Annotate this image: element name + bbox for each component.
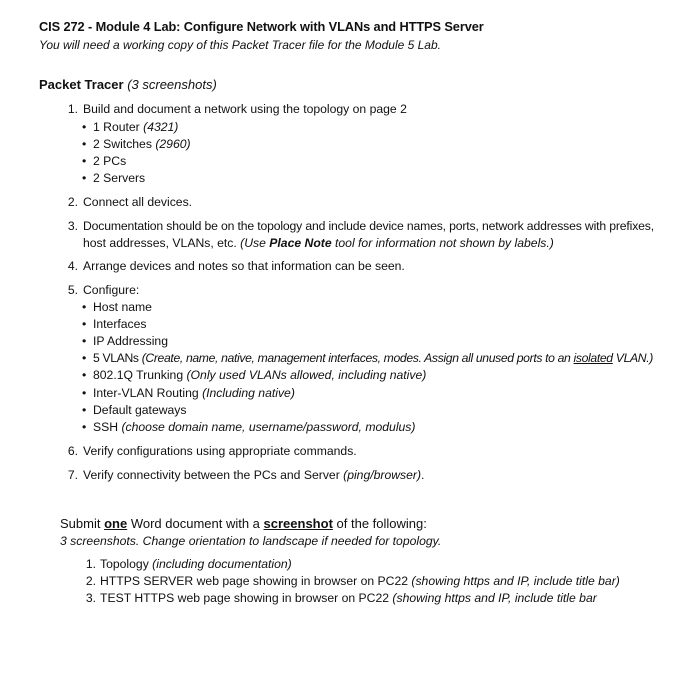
bullet-icon: • <box>82 386 87 400</box>
bullet-icon: • <box>82 420 87 434</box>
document-title: CIS 272 - Module 4 Lab: Configure Network with VLANs and HTTPS Server <box>39 19 484 34</box>
step-text: Verify connectivity between the PCs and Server <box>83 468 344 482</box>
submit-instructions: Submit one Word document with a screenshot of the following: <box>60 516 427 531</box>
bullet-icon: • <box>82 171 87 185</box>
step-text: Connect all devices. <box>83 195 193 209</box>
step-number: 3. <box>67 219 78 233</box>
section-heading <box>39 77 217 92</box>
step-3-continued: host addresses, VLANs, etc. (Use Place Note tool for information not shown by labels.) <box>83 236 554 250</box>
screenshot-emphasis: screenshot <box>263 516 333 531</box>
bullet-icon: • <box>82 334 87 348</box>
step-text: Configure: <box>83 283 140 297</box>
section-heading-label: Packet Tracer <box>39 77 124 92</box>
bullet-icon: • <box>82 137 87 151</box>
bullet-icon: • <box>82 120 87 134</box>
bullet-icon: • <box>82 154 87 168</box>
step-number: 6. <box>67 444 78 458</box>
step-text: Verify configurations using appropriate commands. <box>83 444 357 458</box>
bullet-icon: • <box>82 317 87 331</box>
step-text: Documentation should be on the topology and include device names, ports, network addresses with prefixes, <box>83 219 654 233</box>
bullet-icon: • <box>82 403 87 417</box>
step-number: 5. <box>67 283 78 297</box>
step-text: Arrange devices and notes so that information can be seen. <box>83 259 405 273</box>
bullet-icon: • <box>82 351 87 365</box>
one-emphasis: one <box>104 516 128 531</box>
document-subtitle: You will need a working copy of this Packet Tracer file for the Module 5 Lab. <box>39 38 441 52</box>
step-number: 4. <box>67 259 78 273</box>
isolated-emphasis: isolated <box>573 351 613 365</box>
bullet-icon: • <box>82 300 87 314</box>
place-note-emphasis: Place Note <box>269 236 332 250</box>
step-number: 2. <box>67 195 78 209</box>
section-heading-note: (3 screenshots) <box>127 77 217 92</box>
lab-document: CIS 272 - Module 4 Lab: Configure Network with VLANs and HTTPS Server You will need a working copy of this Packet Tracer file for the Module 5 Lab. Packet Tracer (3 screenshots) 1. Build and document a network using the topology on page 2 • 1 Router (4321) • 2 Switches (2960) • 2 PCs • 2 Servers 2. Connect all devices. 3. Documentation should be on the topology and include device names, ports, network addresses with prefixes, host addresses, VLANs, etc. (Use Place Note tool for information not shown by labels.) 4. Arrange devices and notes so that information can be seen. 5. Configure: • Host name • Interfaces • IP Addressing • 5 VLANs (Create, name, native, management interfaces, modes. Assign all unused ports to an isolated VLAN.) • 802.1Q Trunking (Only used VLANs allowed, including native) • Inter-VLAN Routing (Including native) • Default gateways • SSH (choose domain name, username/password, modulus) 6. Verify configurations using appropriate commands. 7. Verify connectivity between the PCs and Server (ping/browser). Submit one Word document with a screenshot of the following: 3 screenshots. Change orientation to landscape if needed for topology. 1. Topology (including documentation) 2. HTTPS SERVER web page showing in browser on PC22 (showing https and IP, include title bar) 3. TEST HTTPS web page showing in browser on PC22 (showing https and IP, include title bar <box>39 19 654 605</box>
submit-note: 3 screenshots. Change orientation to landscape if needed for topology. <box>60 534 442 548</box>
step-number: 7. <box>67 468 78 482</box>
step-text: Build and document a network using the topology on page 2 <box>83 102 407 116</box>
bullet-icon: • <box>82 368 87 382</box>
step-number: 1. <box>67 102 78 116</box>
